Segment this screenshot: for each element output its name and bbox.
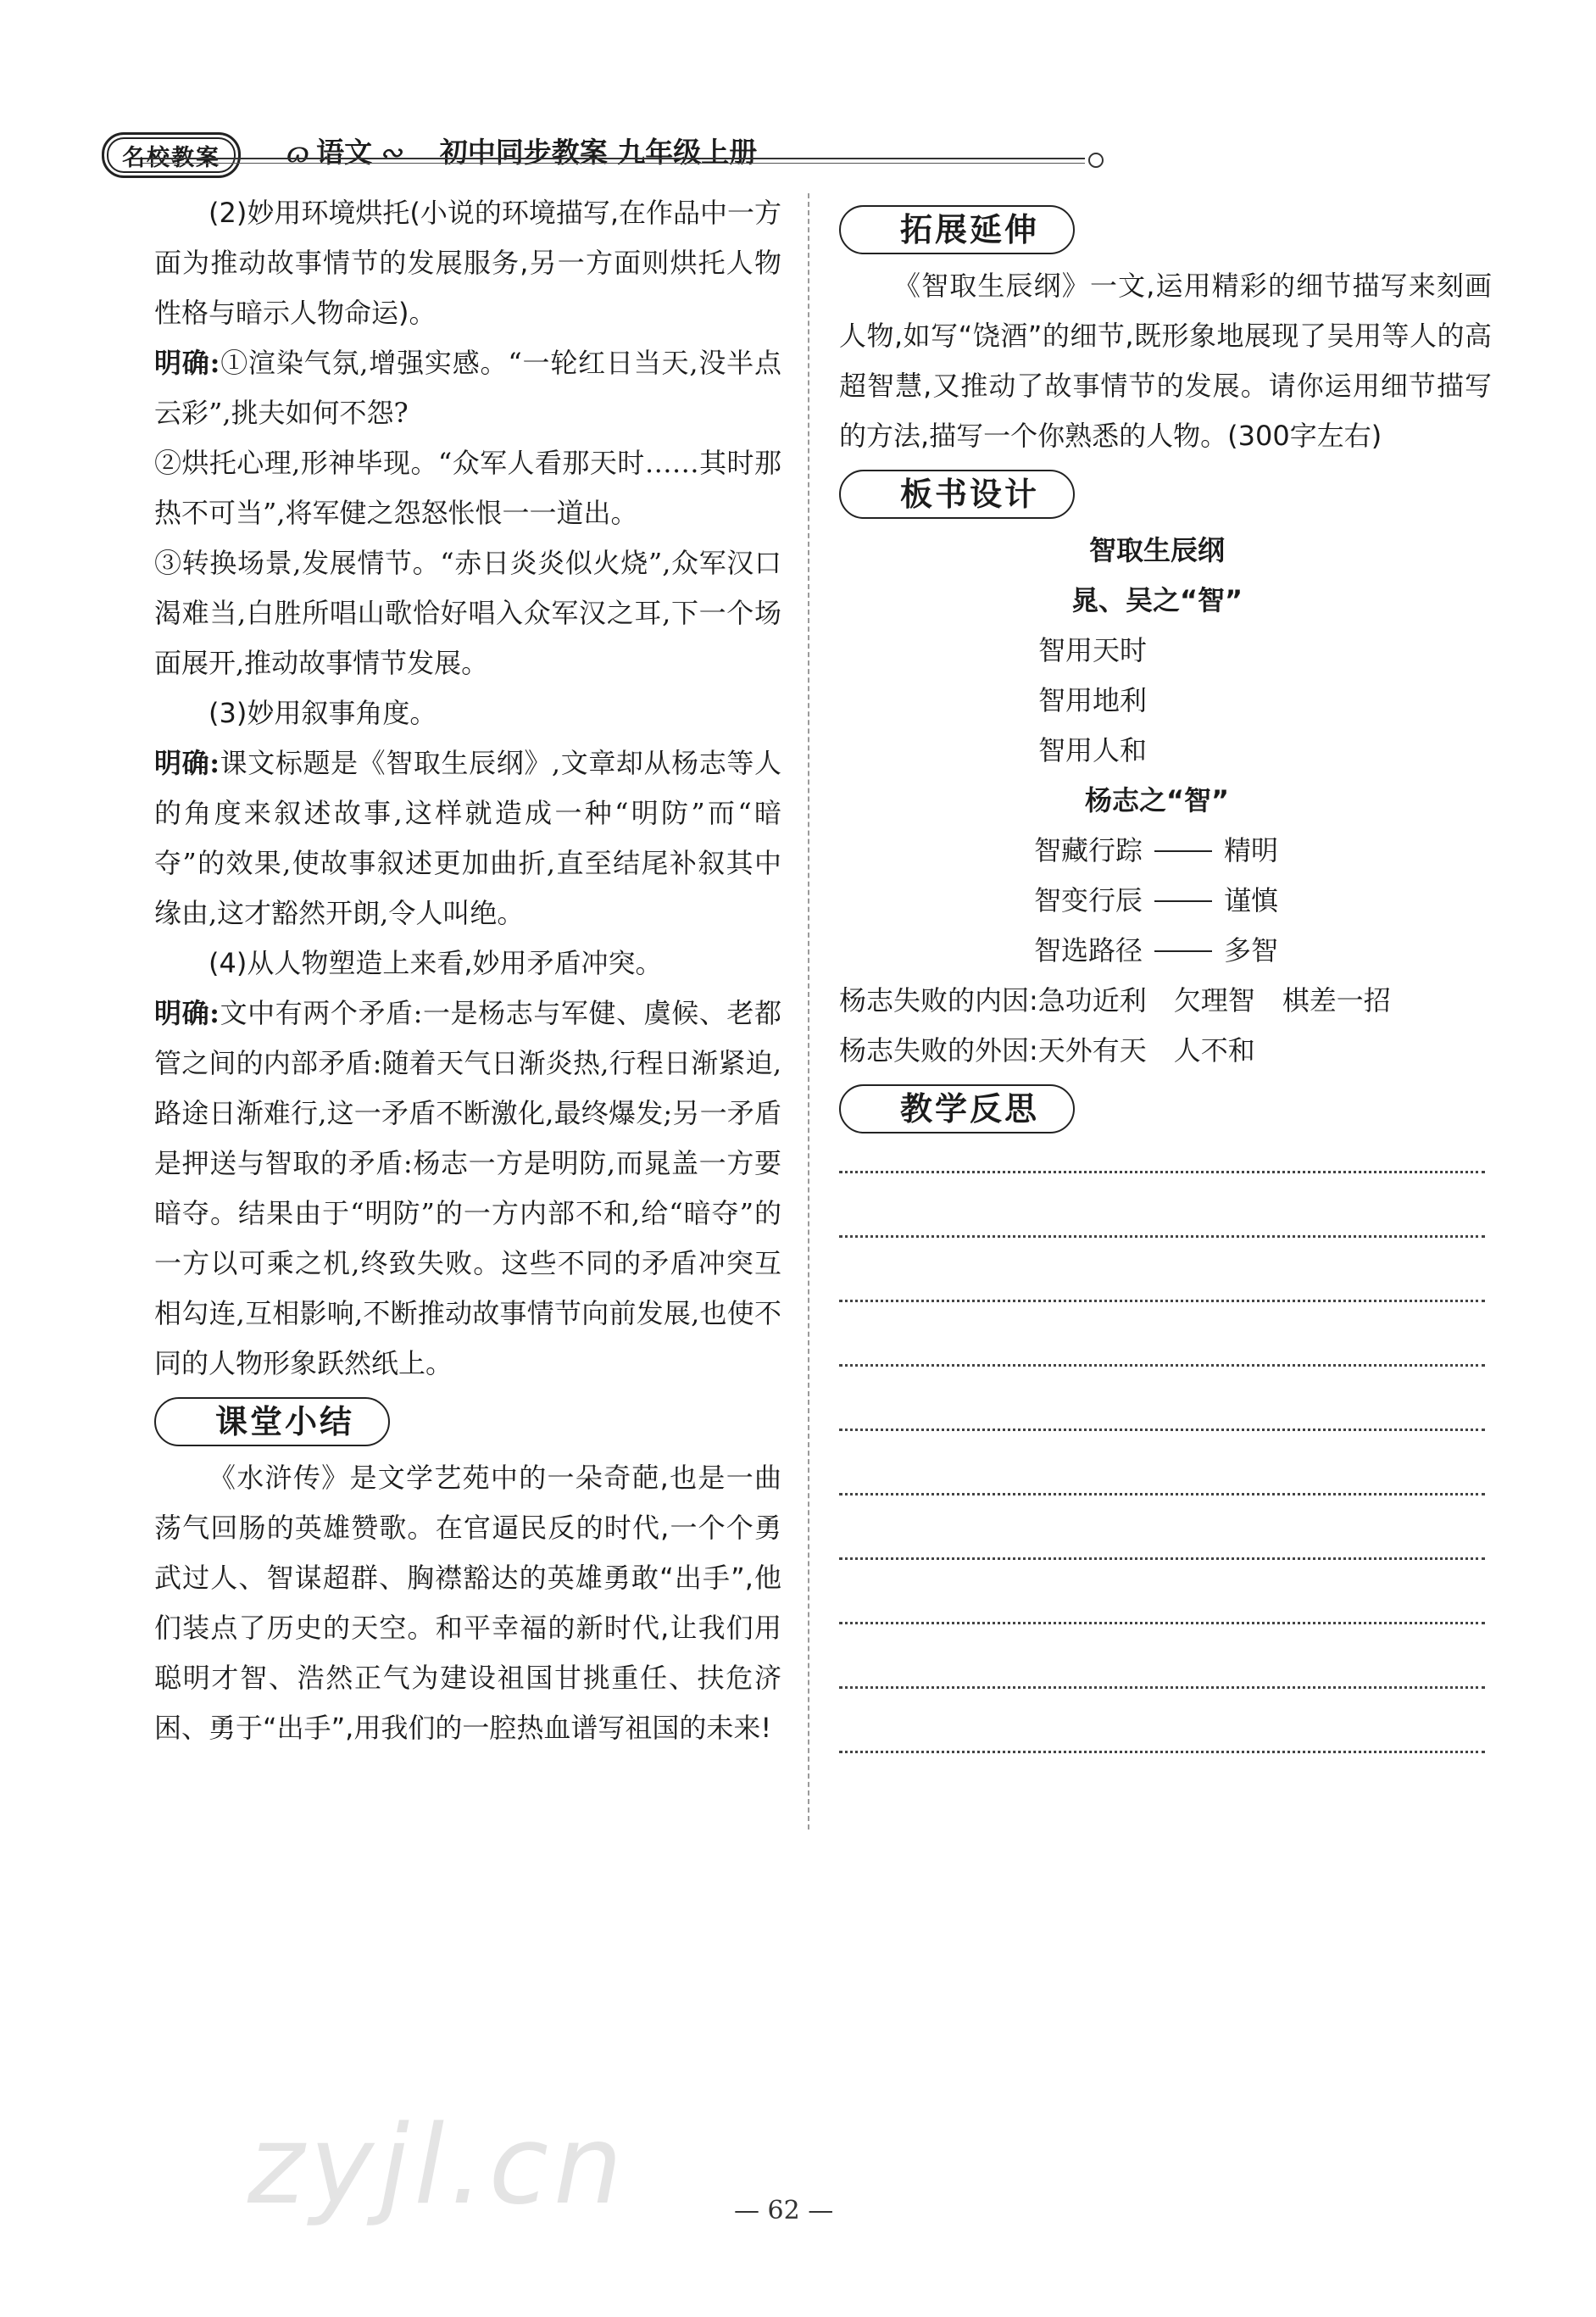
section-reflection — [839, 1079, 1492, 1135]
board-inner-cause: 杨志失败的内因:急功近利 欠理智 棋差一招 — [839, 984, 1391, 1016]
board-chao-heading: 晁、吴之“智” — [1070, 584, 1243, 616]
header-rule-end-dot — [1088, 153, 1104, 168]
writing-line[interactable] — [839, 1493, 1485, 1495]
logo: 名校教案 — [102, 132, 241, 178]
board-item: 智用人和 — [1038, 734, 1148, 766]
swirl-left-icon: ɷ — [286, 136, 310, 169]
point-2-answer-a — [154, 338, 781, 438]
section-summary — [154, 1392, 781, 1448]
writing-line[interactable] — [839, 1364, 1485, 1367]
answer-text: 课文标题是《智取生辰纲》,文章却从杨志等人的角度来叙述故事,这样就造成一种“明防”而“暗夺”的效果,使故事叙述更加曲折,直至结尾补叙其中缘由,这才豁然开朗,令人叫绝。 — [154, 747, 781, 929]
board-item: 智用地利 — [1038, 684, 1148, 716]
board-pair-left: 智藏行踪 — [1034, 834, 1143, 866]
page-header — [102, 125, 1102, 180]
dash-line — [1154, 850, 1212, 852]
summary-body: 《水浒传》是文学艺苑中的一朵奇葩,也是一曲荡气回肠的英雄赞歌。在官逼民反的时代,一个个勇武过人、智谋超群、胸襟豁达的英雄勇敢“出手”,他们装点了历史的天空。和平幸福的新时代,让我们用聪明才智、浩然正气为建设祖国甘挑重任、扶危济困、勇于“出手”,用我们的一腔热血谱写祖国的未来! — [154, 1462, 781, 1744]
answer-text: 文中有两个矛盾:一是杨志与军健、虞候、老都管之间的内部矛盾:随着天气日渐炎热,行程日渐紧迫,路途日渐难行,这一矛盾不断激化,最终爆发;另一矛盾是押送与智取的矛盾:杨志一方是明防,而晁盖一方要暗夺。结果由于“明防”的一方内部不和,给“暗夺”的一方以可乘之机,终致失败。这些不同的矛盾冲突互相勾连,互相影响,不断推动故事情节向前发展,也使不同的人物形象跃然纸上。 — [154, 997, 781, 1379]
section-board — [839, 465, 1492, 521]
column-divider — [808, 193, 809, 1830]
point-4-heading: (4)从人物塑造上来看,妙用矛盾冲突。 — [209, 947, 663, 979]
section-extension — [839, 200, 1492, 256]
answer-text: ①渲染气氛,增强实感。“一轮红日当天,没半点云彩”,挑夫如何不怨? — [154, 347, 781, 429]
extension-body: 《智取生辰纲》一文,运用精彩的细节描写来刻画人物,如写“饶酒”的细节,既形象地展现了吴用等人的高超智慧,又推动了故事情节的发展。请你运用细节描写的方法,描写一个你熟悉的人物。(300字左右) — [839, 270, 1492, 452]
writing-line[interactable] — [839, 1235, 1485, 1238]
right-column — [839, 197, 1492, 1753]
swirl-right-icon: ∾ — [379, 136, 403, 169]
board-yang-heading: 杨志之“智” — [1084, 784, 1230, 816]
board-item: 智用天时 — [1038, 634, 1148, 666]
writing-line[interactable] — [839, 1300, 1485, 1302]
page-number: — 62 — — [734, 2196, 834, 2225]
book-label: 初中同步教案 — [439, 136, 608, 169]
point-3-answer — [154, 738, 781, 938]
reflection-writing-lines[interactable] — [839, 1171, 1492, 1753]
board-pair — [839, 826, 1492, 876]
answer-label: 明确: — [154, 747, 220, 779]
point-3-heading: (3)妙用叙事角度。 — [209, 697, 437, 729]
writing-line[interactable] — [839, 1171, 1485, 1173]
point-2-answer-b: ②烘托心理,形神毕现。“众军人看那天时……其时那热不可当”,将军健之怨怒怅恨一一道出。 — [154, 447, 781, 529]
writing-line[interactable] — [839, 1686, 1485, 1689]
answer-label: 明确: — [154, 997, 220, 1029]
grade-label: 九年级上册 — [617, 136, 758, 169]
writing-line[interactable] — [839, 1429, 1485, 1431]
board-pair — [839, 926, 1492, 976]
section-title: 课堂小结 — [154, 1397, 390, 1446]
board-pair — [839, 876, 1492, 926]
writing-line[interactable] — [839, 1622, 1485, 1624]
left-column — [154, 188, 781, 1753]
board-title: 智取生辰纲 — [1088, 534, 1225, 566]
dash-line — [1154, 900, 1212, 902]
section-title: 板书设计 — [839, 470, 1075, 519]
board-pair-right: 多智 — [1224, 934, 1279, 966]
board-outer-cause: 杨志失败的外因:天外有天 人不和 — [839, 1034, 1255, 1067]
section-title: 拓展延伸 — [839, 205, 1075, 254]
header-title — [280, 132, 757, 173]
dash-line — [1154, 950, 1212, 952]
header-rule — [142, 158, 1085, 159]
board-design — [839, 526, 1492, 1076]
point-2-heading: (2)妙用环境烘托(小说的环境描写,在作品中一方面为推动故事情节的发展服务,另一方面则烘托人物性格与暗示人物命运)。 — [154, 197, 781, 329]
watermark: zyjl.cn — [247, 2103, 628, 2229]
board-pair-left: 智变行辰 — [1034, 884, 1143, 916]
writing-line[interactable] — [839, 1751, 1485, 1753]
header-rule-thin — [142, 163, 1085, 164]
board-pair-right: 精明 — [1224, 834, 1279, 866]
subject-label: 语文 — [316, 136, 373, 169]
answer-label: 明确: — [154, 347, 220, 379]
writing-line[interactable] — [839, 1557, 1485, 1560]
point-2-answer-c: ③转换场景,发展情节。“赤日炎炎似火烧”,众军汉口渴难当,白胜所唱山歌恰好唱入众军汉之耳,下一个场面展开,推动故事情节发展。 — [154, 547, 781, 679]
point-4-answer — [154, 989, 781, 1389]
section-title: 教学反思 — [839, 1084, 1075, 1133]
board-pair-right: 谨慎 — [1224, 884, 1279, 916]
board-pair-left: 智选路径 — [1034, 934, 1143, 966]
